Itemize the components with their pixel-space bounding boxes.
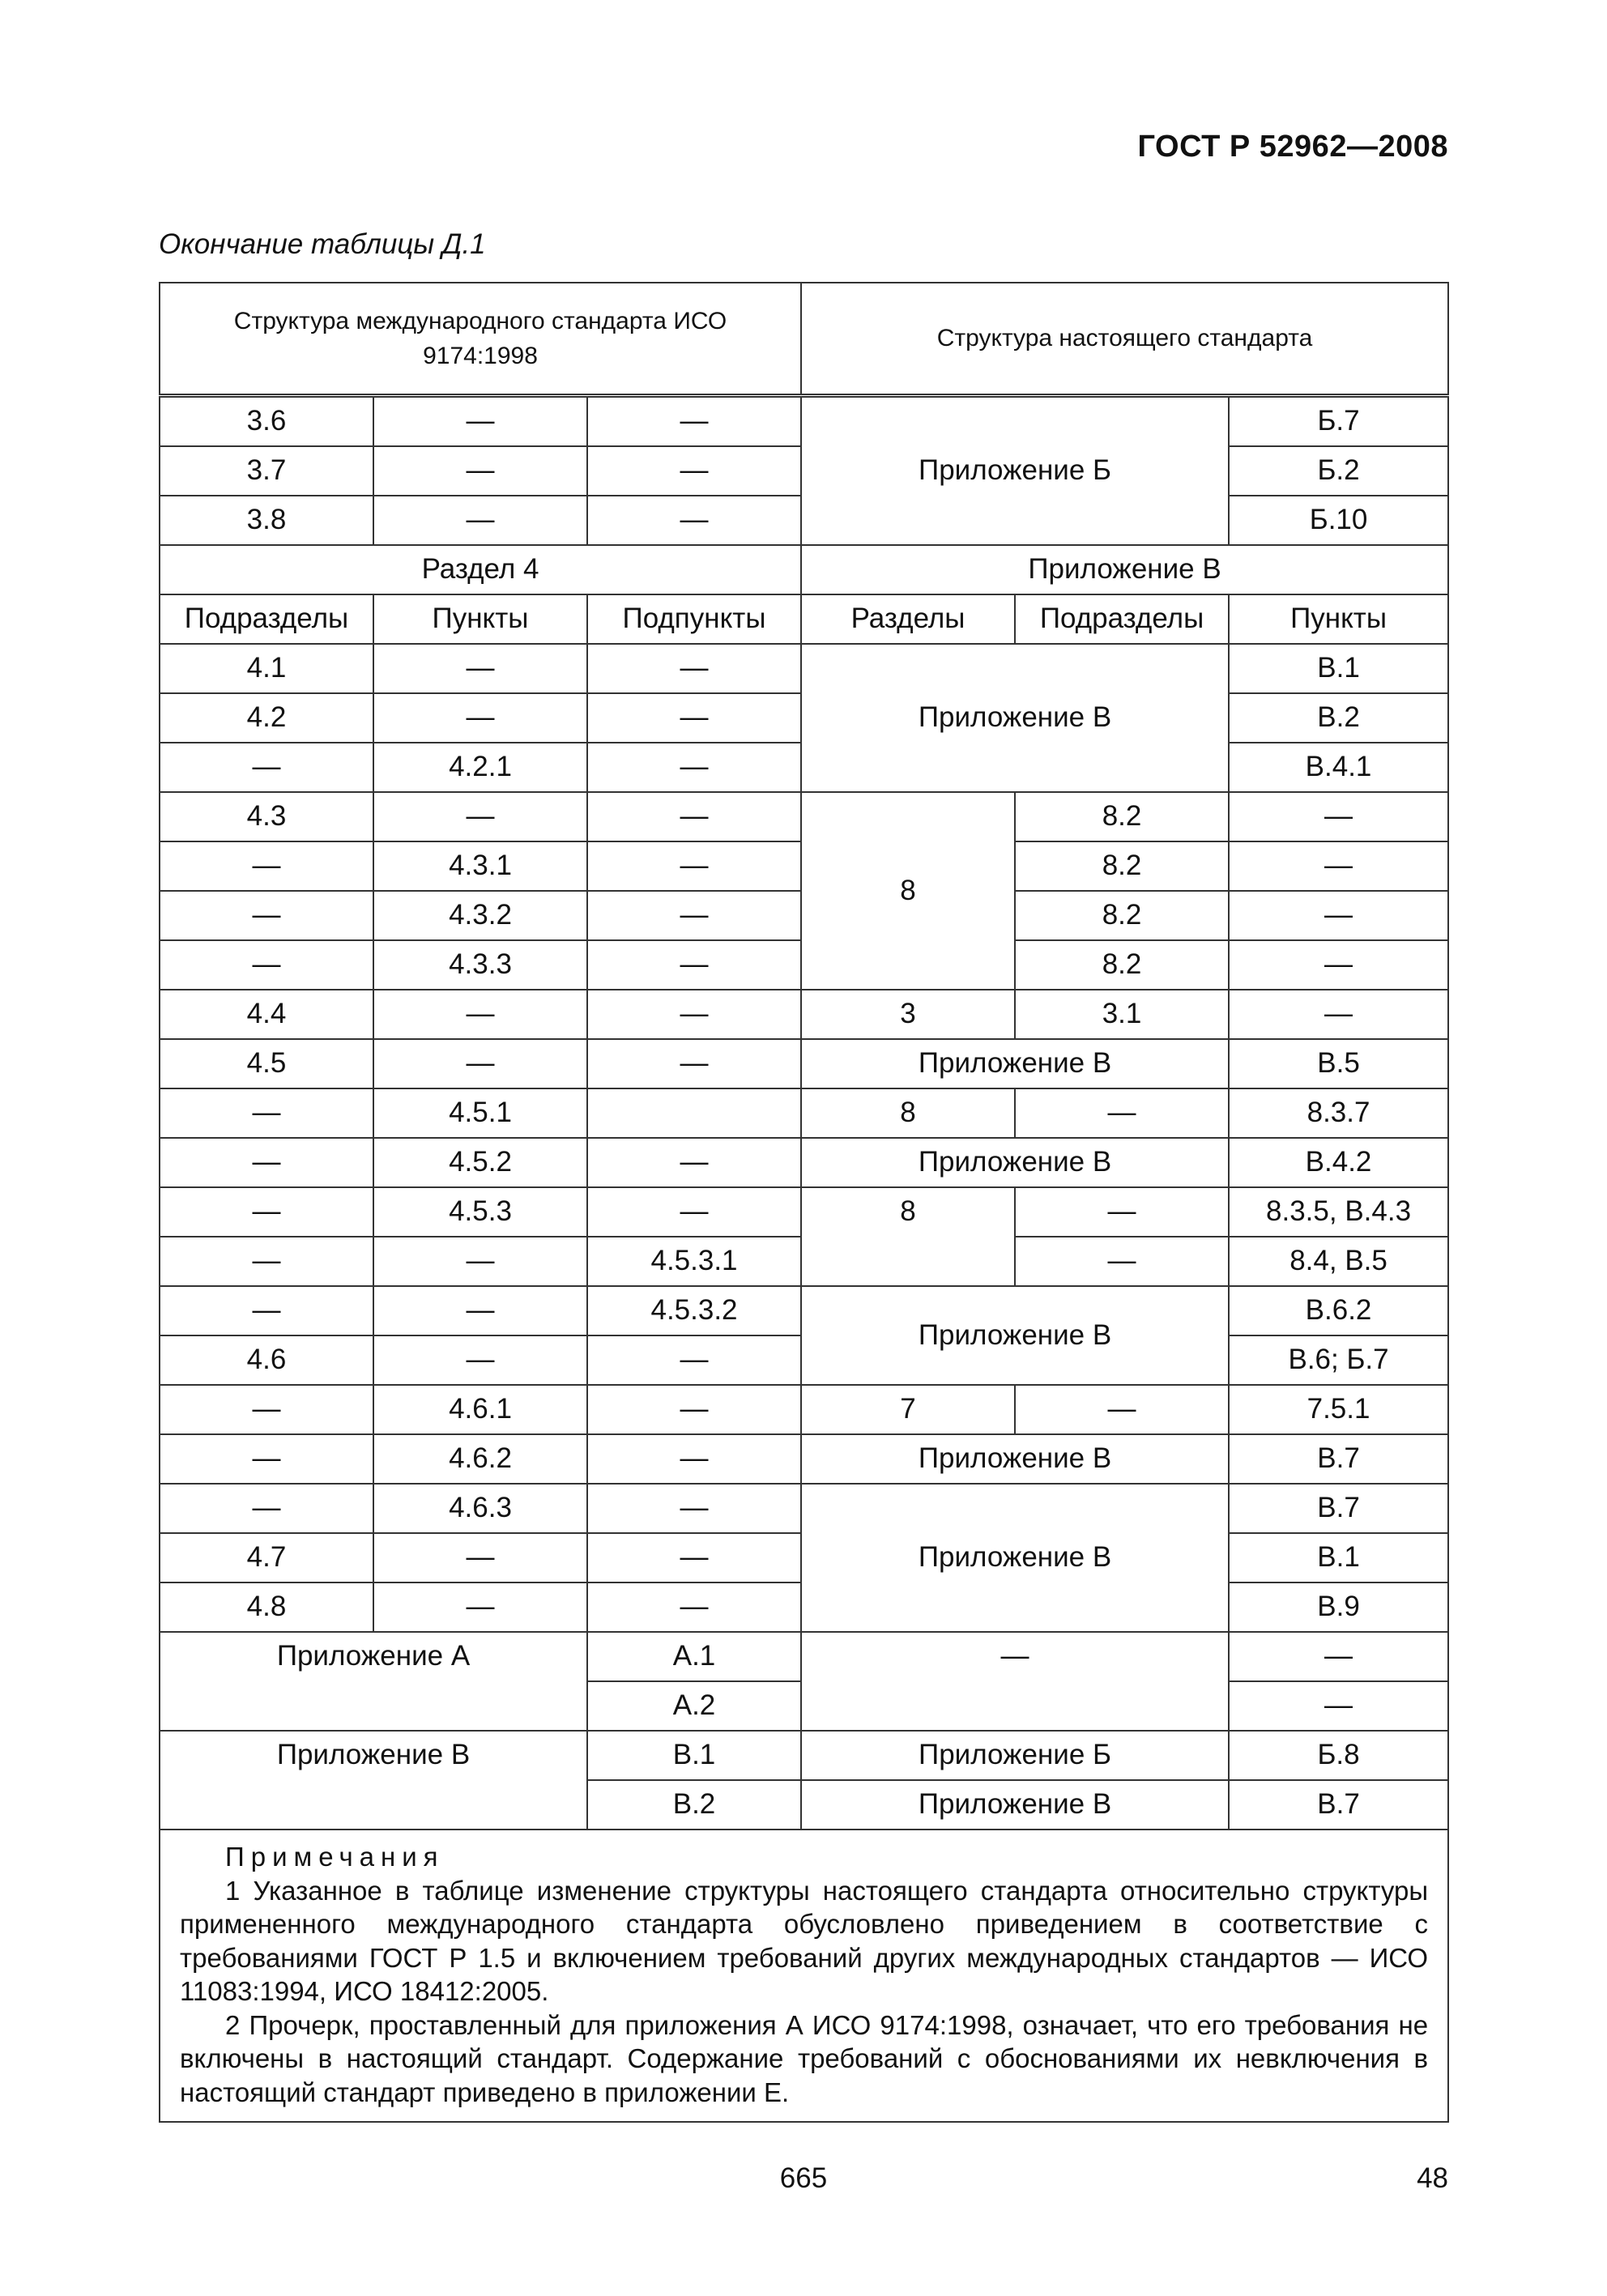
- section-left: Раздел 4: [160, 545, 801, 594]
- table-cell: —: [587, 1484, 801, 1533]
- table-row: [160, 1434, 1448, 1484]
- table-row: [160, 1632, 1448, 1681]
- table-cell: А.2: [587, 1681, 801, 1731]
- table-cell: 4.2.1: [373, 743, 587, 792]
- table-cell: В.2: [1229, 693, 1448, 743]
- table-cell: Б.8: [1229, 1731, 1448, 1780]
- table-cell: Приложение В: [801, 1138, 1229, 1187]
- table-row: [160, 1731, 1448, 1780]
- table-cell: 4.5.3.1: [587, 1237, 801, 1286]
- table-cell: 3.8: [160, 496, 373, 545]
- table-cell: —: [587, 743, 801, 792]
- table-cell: 4.1: [160, 644, 373, 693]
- table-cell: —: [587, 792, 801, 841]
- table-cell: —: [373, 1582, 587, 1632]
- table-cell: —: [1015, 1385, 1229, 1434]
- table-cell: Приложение А: [160, 1632, 587, 1731]
- table-cell: В.5: [1229, 1039, 1448, 1088]
- subheader-cell: Подразделы: [1015, 594, 1229, 644]
- table-cell: —: [587, 940, 801, 990]
- table-cell: —: [587, 1187, 801, 1237]
- table-cell: —: [587, 446, 801, 496]
- table-cell: —: [160, 841, 373, 891]
- subheader-row: [160, 594, 1448, 644]
- section-row: [160, 545, 1448, 594]
- table-cell: —: [160, 1187, 373, 1237]
- table-cell: 3.6: [160, 396, 373, 447]
- table-cell: 7.5.1: [1229, 1385, 1448, 1434]
- table-cell: В.1: [1229, 644, 1448, 693]
- page-number-center: 665: [779, 2162, 828, 2194]
- table-cell: В.6; Б.7: [1229, 1335, 1448, 1385]
- table-row: [160, 396, 1448, 447]
- table-cell: 8.3.5, В.4.3: [1229, 1187, 1448, 1237]
- table-cell: 4.8: [160, 1582, 373, 1632]
- table-cell: —: [160, 1385, 373, 1434]
- header-this-structure: Структура настоящего стандарта: [801, 283, 1448, 396]
- table-cell: —: [160, 743, 373, 792]
- table-cell: —: [587, 644, 801, 693]
- table-row: [160, 1138, 1448, 1187]
- table-cell: —: [1229, 891, 1448, 940]
- subheader-cell: Подпункты: [587, 594, 801, 644]
- table-cell: —: [1229, 1681, 1448, 1731]
- table-cell: 8: [801, 1088, 1015, 1138]
- table-cell: Приложение Б: [801, 1731, 1229, 1780]
- table-cell: 4.2: [160, 693, 373, 743]
- table-cell: 4.3.1: [373, 841, 587, 891]
- table-cell: —: [160, 891, 373, 940]
- table-cell: 4.6.2: [373, 1434, 587, 1484]
- table-cell: —: [1229, 940, 1448, 990]
- subheader-cell: Пункты: [1229, 594, 1448, 644]
- table-cell: —: [587, 1533, 801, 1582]
- table-cell: В.7: [1229, 1434, 1448, 1484]
- document-code: ГОСТ Р 52962—2008: [1137, 130, 1448, 164]
- table-row: [160, 1088, 1448, 1138]
- table-cell: В.7: [1229, 1484, 1448, 1533]
- table-cell: 8: [801, 792, 1015, 990]
- table-cell: —: [587, 693, 801, 743]
- table-cell: 4.7: [160, 1533, 373, 1582]
- notes-row: [160, 1830, 1448, 2122]
- note-1: 1 Указанное в таблице изменение структуры настоящего стандарта относительно структуры примененного международного стандарта обусловлено приведением в соответствие с требованиями ГОСТ Р 1.5 и включением требований других международных стандартов — ИСО 11083:1994, ИСО 18412:2005.: [180, 1875, 1429, 2007]
- table-cell: 4.5: [160, 1039, 373, 1088]
- table-cell: —: [373, 1286, 587, 1335]
- table-cell: Приложение В: [801, 1434, 1229, 1484]
- table-cell: В.2: [587, 1780, 801, 1830]
- table-row: [160, 792, 1448, 841]
- page-number-right: 48: [1417, 2162, 1448, 2194]
- table-cell: —: [373, 1039, 587, 1088]
- table-cell: Приложение Б: [801, 396, 1229, 546]
- notes-cell: [160, 1830, 1448, 2122]
- table-cell: Приложение В: [801, 1039, 1229, 1088]
- table-cell: Б.10: [1229, 496, 1448, 545]
- table-cell: В.4.2: [1229, 1138, 1448, 1187]
- table-cell: 3.7: [160, 446, 373, 496]
- table-cell: —: [1015, 1187, 1229, 1237]
- table-cell: —: [160, 1484, 373, 1533]
- table-cell: —: [373, 693, 587, 743]
- table-cell: —: [801, 1632, 1229, 1731]
- note-2: 2 Прочерк, проставленный для приложения А ИСО 9174:1998, означает, что его требования не включены в настоящий стандарт. Содержание требований с обоснованиями их невключения в настоящий стандарт приведено в приложении Е.: [180, 2009, 1429, 2108]
- subheader-cell: Пункты: [373, 594, 587, 644]
- table-cell: —: [160, 1434, 373, 1484]
- table-cell: В.1: [587, 1731, 801, 1780]
- table-cell: Приложение В: [801, 1780, 1229, 1830]
- table-cell: 4.6.3: [373, 1484, 587, 1533]
- table-row: [160, 644, 1448, 693]
- table-cell: —: [373, 496, 587, 545]
- table-cell: 8.2: [1015, 891, 1229, 940]
- table-cell: 8.4, В.5: [1229, 1237, 1448, 1286]
- table-cell: 4.5.1: [373, 1088, 587, 1138]
- table-cell: —: [373, 1335, 587, 1385]
- table-cell: —: [160, 940, 373, 990]
- table-cell: —: [373, 792, 587, 841]
- table-row: [160, 990, 1448, 1039]
- table-row: [160, 1385, 1448, 1434]
- table-cell: 8: [801, 1187, 1015, 1286]
- table-cell: —: [587, 396, 801, 447]
- table-cell: —: [587, 1434, 801, 1484]
- subheader-cell: Разделы: [801, 594, 1015, 644]
- table-cell: В.9: [1229, 1582, 1448, 1632]
- table-cell: Приложение В: [801, 1286, 1229, 1385]
- table-cell: 3: [801, 990, 1015, 1039]
- section-right: Приложение В: [801, 545, 1448, 594]
- table-cell: —: [373, 446, 587, 496]
- table-cell: 4.6: [160, 1335, 373, 1385]
- table-cell: —: [373, 990, 587, 1039]
- table-cell: —: [1015, 1237, 1229, 1286]
- table-row: [160, 1484, 1448, 1533]
- table-cell: В.4.1: [1229, 743, 1448, 792]
- table-cell: В.1: [1229, 1533, 1448, 1582]
- table-cell: 4.5.3.2: [587, 1286, 801, 1335]
- table-cell: —: [587, 1385, 801, 1434]
- table-cell: —: [160, 1237, 373, 1286]
- table-cell: —: [373, 1533, 587, 1582]
- table-cell: —: [587, 841, 801, 891]
- table-row: [160, 1039, 1448, 1088]
- table-cell: —: [1229, 792, 1448, 841]
- table-cell: 4.4: [160, 990, 373, 1039]
- table-row: [160, 1187, 1448, 1237]
- table-cell: —: [373, 644, 587, 693]
- table-cell: —: [587, 891, 801, 940]
- table-cell: Приложение В: [160, 1731, 587, 1830]
- header-iso-structure: Структура международного стандарта ИСО 9174:1998: [160, 283, 801, 396]
- table-cell: А.1: [587, 1632, 801, 1681]
- table-cell: 4.5.2: [373, 1138, 587, 1187]
- table-cell: —: [160, 1138, 373, 1187]
- table-cell: —: [373, 1237, 587, 1286]
- table-cell: 7: [801, 1385, 1015, 1434]
- table-cell: —: [587, 1335, 801, 1385]
- table-cell: 4.5.3: [373, 1187, 587, 1237]
- table-cell: —: [1229, 1632, 1448, 1681]
- table-cell: В.7: [1229, 1780, 1448, 1830]
- table-cell: Б.7: [1229, 396, 1448, 447]
- table-cell: —: [587, 1138, 801, 1187]
- subheader-cell: Подразделы: [160, 594, 373, 644]
- table-cell: 3.1: [1015, 990, 1229, 1039]
- table-cell: —: [1229, 990, 1448, 1039]
- correspondence-table: [159, 282, 1449, 2123]
- notes-title: Примечания: [225, 1842, 445, 1872]
- table-cell: Приложение В: [801, 1484, 1229, 1632]
- table-cell: —: [1229, 841, 1448, 891]
- table-cell: —: [587, 496, 801, 545]
- table-cell: —: [1015, 1088, 1229, 1138]
- table-cell: 8.2: [1015, 841, 1229, 891]
- table-cell: В.6.2: [1229, 1286, 1448, 1335]
- table-cell: 8.3.7: [1229, 1088, 1448, 1138]
- table-cell: Приложение В: [801, 644, 1229, 792]
- table-cell: —: [160, 1088, 373, 1138]
- table-cell: 8.2: [1015, 792, 1229, 841]
- table-row: [160, 1286, 1448, 1335]
- table-cell: —: [373, 396, 587, 447]
- table-cell: 4.3.2: [373, 891, 587, 940]
- table-caption: Окончание таблицы Д.1: [159, 228, 486, 260]
- table-cell: —: [587, 1039, 801, 1088]
- table-cell: 8.2: [1015, 940, 1229, 990]
- table-cell: [587, 1088, 801, 1138]
- table-cell: —: [587, 1582, 801, 1632]
- table-header-row: [160, 283, 1448, 396]
- table-cell: —: [160, 1286, 373, 1335]
- table-cell: Б.2: [1229, 446, 1448, 496]
- table-cell: 4.3.3: [373, 940, 587, 990]
- table-cell: 4.3: [160, 792, 373, 841]
- table-cell: —: [587, 990, 801, 1039]
- table-cell: 4.6.1: [373, 1385, 587, 1434]
